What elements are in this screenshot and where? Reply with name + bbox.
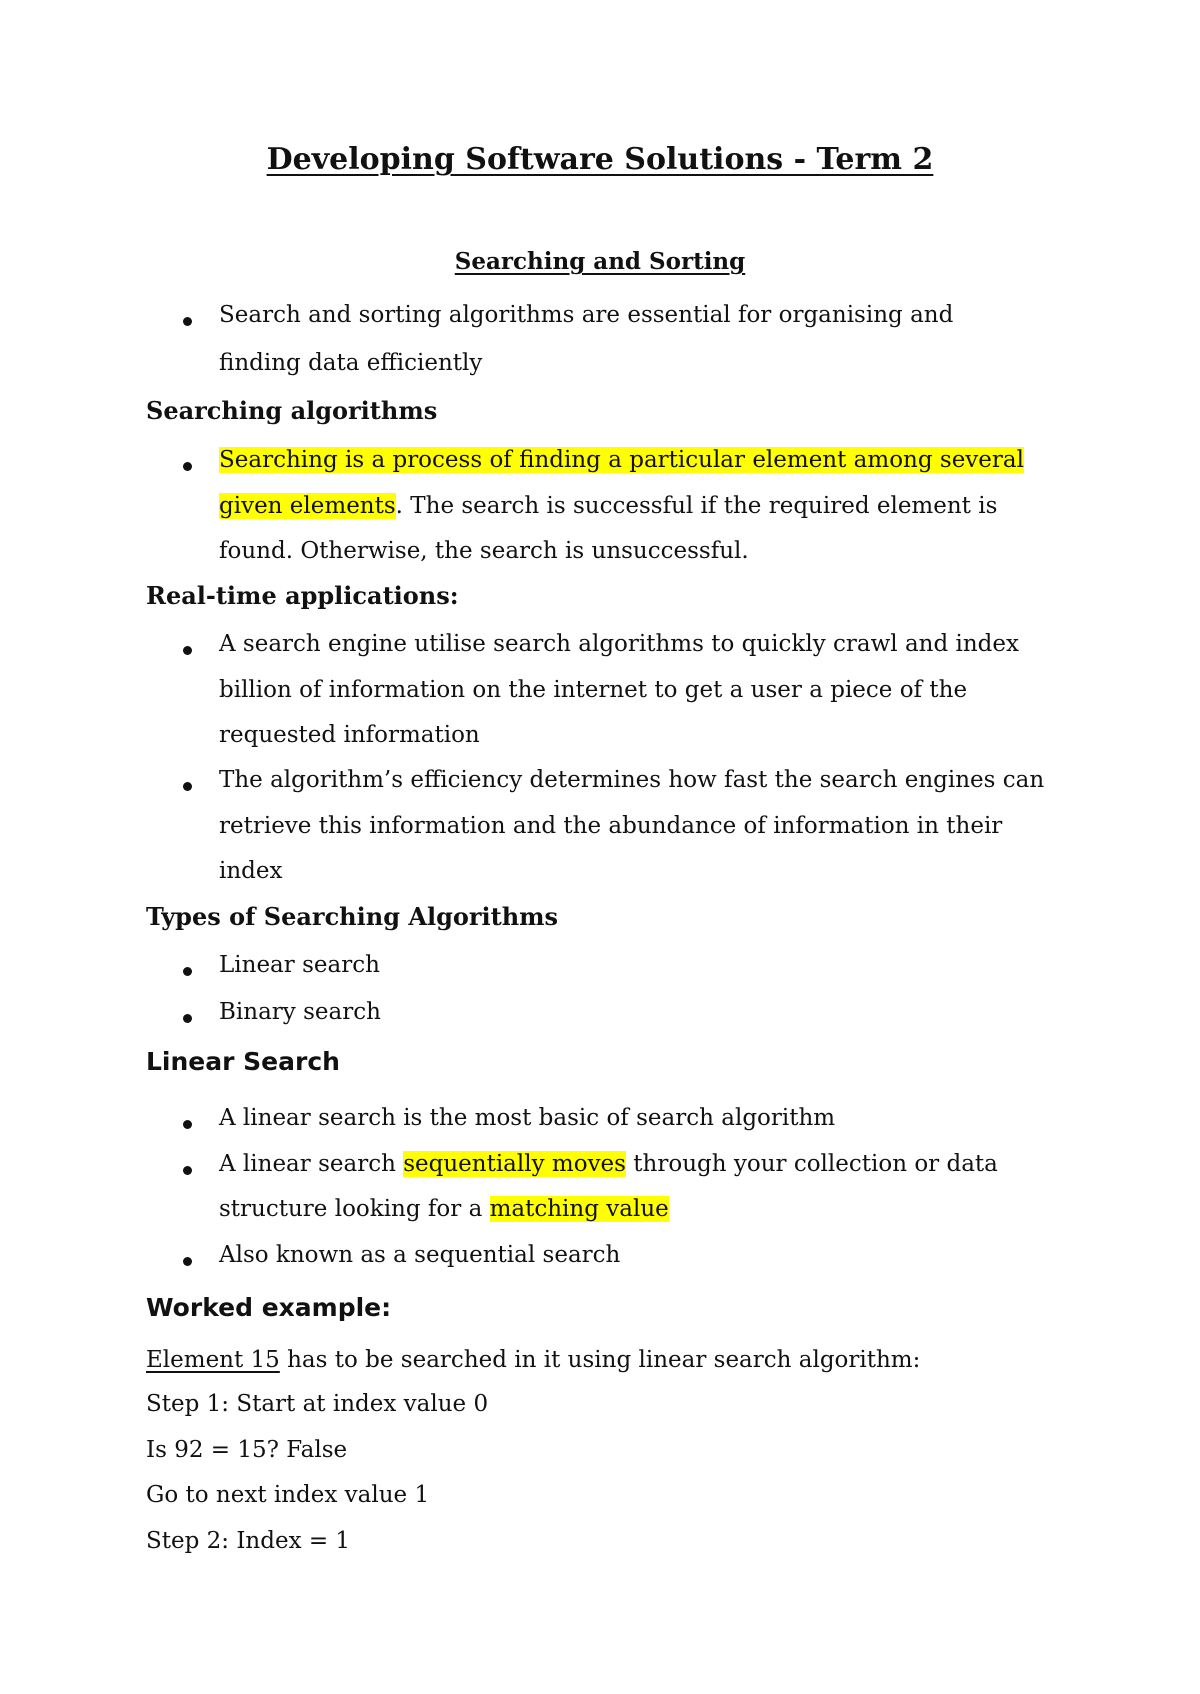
- underlined-text: Element 15: [146, 1347, 280, 1373]
- bullet-icon: [183, 967, 192, 976]
- worked-step-3: Go to next index value 1: [146, 1482, 430, 1508]
- searching-bullet-line1: [219, 445, 1024, 475]
- intro-bullet-line2: finding data efficiently: [219, 350, 483, 376]
- linear-bullet3: Also known as a sequential search: [219, 1242, 621, 1268]
- bullet-icon: [183, 646, 192, 655]
- rta-bullet2-line2: retrieve this information and the abundance of information in their: [219, 813, 1003, 839]
- text: A linear search: [219, 1151, 404, 1177]
- rta-bullet2-line1: The algorithm’s efficiency determines how fast the search engines can: [219, 767, 1045, 793]
- bullet-icon: [183, 1014, 192, 1023]
- heading-real-time-applications: Real-time applications:: [146, 581, 459, 610]
- linear-bullet2-line2: [219, 1194, 669, 1224]
- bullet-icon: [183, 317, 192, 326]
- highlighted-text: Searching is a process of finding a particular element among several: [219, 447, 1024, 473]
- highlighted-text: sequentially moves: [403, 1151, 626, 1177]
- heading-types-of-searching-algorithms: Types of Searching Algorithms: [146, 902, 559, 931]
- bullet-icon: [183, 1257, 192, 1266]
- worked-step-4: Step 2: Index = 1: [146, 1528, 351, 1554]
- heading-worked-example: Worked example:: [146, 1293, 392, 1322]
- rta-bullet1-line1: A search engine utilise search algorithms to quickly crawl and index: [219, 631, 1019, 657]
- searching-bullet-line2: [219, 491, 997, 521]
- rta-bullet1-line3: requested information: [219, 722, 480, 748]
- searching-bullet-line3: found. Otherwise, the search is unsuccessful.: [219, 538, 749, 564]
- linear-bullet1: A linear search is the most basic of search algorithm: [219, 1105, 836, 1131]
- worked-step-2: Is 92 = 15? False: [146, 1437, 348, 1463]
- heading-searching-algorithms: Searching algorithms: [146, 396, 438, 425]
- bullet-icon: [183, 1166, 192, 1175]
- document-title: Developing Software Solutions - Term 2: [266, 142, 934, 177]
- intro-bullet-line1: Search and sorting algorithms are essential for organising and: [219, 302, 954, 328]
- worked-example-intro: [146, 1345, 920, 1375]
- text: structure looking for a: [219, 1196, 490, 1222]
- text: through your collection or data: [625, 1151, 998, 1177]
- text: has to be searched in it using linear search algorithm:: [279, 1347, 921, 1373]
- highlighted-text: given elements: [219, 493, 396, 519]
- bullet-icon: [183, 462, 192, 471]
- bullet-icon: [183, 1120, 192, 1129]
- heading-linear-search: Linear Search: [146, 1047, 340, 1076]
- rta-bullet1-line2: billion of information on the internet to get a user a piece of the: [219, 677, 968, 703]
- linear-bullet2-line1: [219, 1149, 998, 1179]
- rta-bullet2-line3: index: [219, 858, 283, 884]
- bullet-icon: [183, 782, 192, 791]
- section-title-searching-and-sorting: Searching and Sorting: [454, 248, 746, 275]
- type-item-binary: Binary search: [219, 999, 381, 1025]
- worked-step-1: Step 1: Start at index value 0: [146, 1391, 489, 1417]
- text: . The search is successful if the required element is: [395, 493, 998, 519]
- highlighted-text: matching value: [489, 1196, 669, 1222]
- type-item-linear: Linear search: [219, 952, 380, 978]
